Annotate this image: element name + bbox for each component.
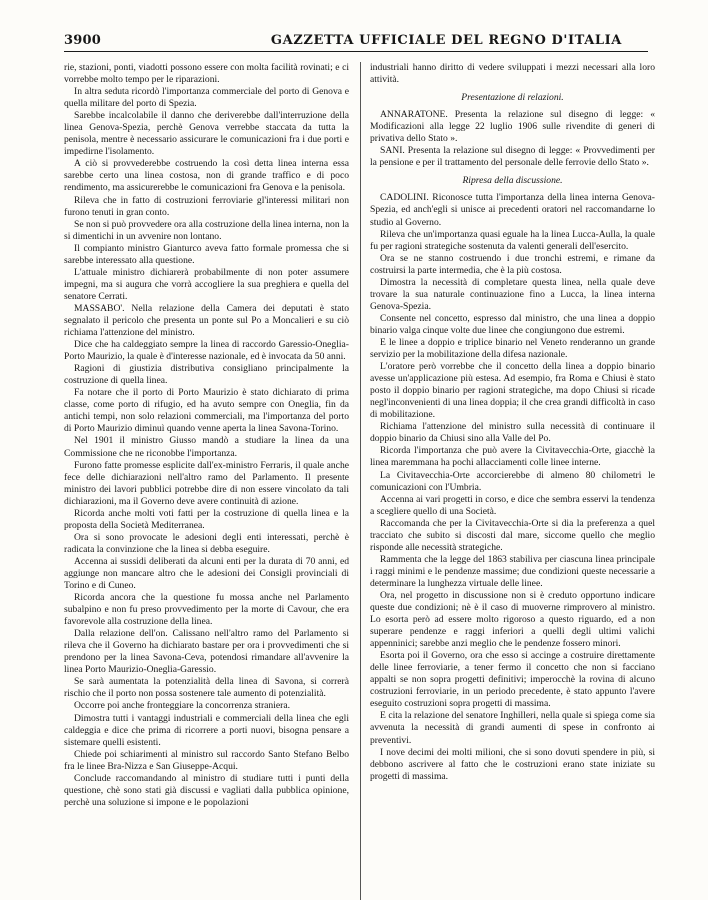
paragraph: Dice che ha caldeggiato sempre la linea di raccordo Garessio-Oneglia-Porto Maurizio, la quale è d'interesse nazionale, ed è invocata da 50 anni. <box>64 339 349 363</box>
paragraph: Ricorda ancora che la questione fu mossa anche nel Parlamento subalpino e non fu preso provvedimento per la morte di Cavour, che era favorevole alla costruzione della linea. <box>64 592 349 628</box>
paragraph: Rileva che in fatto di costruzioni ferroviarie gl'interessi militari non furono tenuti in gran conto. <box>64 194 349 218</box>
header-rule <box>64 51 648 52</box>
paragraph: Ragioni di giustizia distributiva consigliano principalmente la costruzione di quella linea. <box>64 363 349 387</box>
paragraph: L'attuale ministro dichiarerà probabilmente di non poter assumere impegni, ma si augura che vorrà accogliere la sua preghiera e quella del senatore Cerrati. <box>64 266 349 302</box>
paragraph: Ricorda anche molti voti fatti per la costruzione di quella linea e la proposta della Società Mediterranea. <box>64 507 349 531</box>
paragraph: industriali hanno diritto di vedere sviluppati i mezzi necessari alla loro attività. <box>370 62 655 86</box>
paragraph: Ora, nel progetto in discussione non si è creduto opportuno indicare queste due condizioni; nè è il caso di muoverne rimprovero al ministro. Lo esorta però ad essere molto rigoroso a questo riguardo, ed a non superare pendenze e raggi inferiori a quelli degli ultimi valichi appenninici; sarebbe anzi meglio che le pendenze fossero minori. <box>370 589 655 650</box>
right-column <box>370 62 655 900</box>
paragraph: Conclude raccomandando al ministro di studiare tutti i punti della questione, chè sono stati già discussi e vagliati dalla pubblica opinione, perchè una soluzione si impone e le popolazioni <box>64 772 349 808</box>
paragraph: Ora si sono provocate le adesioni degli enti interessati, perchè è radicata la convinzione che la linea si debba eseguire. <box>64 531 349 555</box>
paragraph: Dalla relazione dell'on. Calissano nell'altro ramo del Parlamento si rileva che il Governo ha dichiarato bastare per ora i provvedimenti che si prendono per la linea Savona-Ceva, potendosi rimandare all'avvenire la linea Porto Maurizio-Oneglia-Garessio. <box>64 628 349 676</box>
paragraph: Se non si può provvedere ora alla costruzione della linea interna, non la si dimentichi in un avvenire non lontano. <box>64 218 349 242</box>
paragraph: Dimostra tutti i vantaggi industriali e commerciali della linea che egli caldeggia e dice che prima di ricorrere a porti nuovi, bisogna pensare a sistemare quelli esistenti. <box>64 712 349 748</box>
page-header <box>64 30 652 48</box>
paragraph: Ora se ne stanno costruendo i due tronchi estremi, e rimane da costruirsi la parte intermedia, che è la più costosa. <box>370 252 655 276</box>
paragraph: CADOLINI. Riconosce tutta l'importanza della linea interna Genova-Spezia, ed anch'egli si unisce ai precedenti oratori nel raccomandarne lo studio al Governo. <box>370 192 655 228</box>
paragraph: A ciò si provvederebbe costruendo la così detta linea interna essa sarebbe certo una linea costosa, non di grande traffico e di poco rendimento, ma assicurerebbe le comunicazioni fra Genova e la penisola. <box>64 158 349 194</box>
paragraph: Il compianto ministro Gianturco aveva fatto formale promessa che si sarebbe interessato alla questione. <box>64 242 349 266</box>
paragraph: Ricorda l'importanza che può avere la Civitavecchia-Orte, giacchè la linea maremmana ha pochi allacciamenti colle linee interne. <box>370 445 655 469</box>
paragraph: Richiama l'attenzione del ministro sulla necessità di continuare il doppio binario da Chiusi sino alla Valle del Po. <box>370 421 655 445</box>
paragraph: Rammenta che la legge del 1863 stabiliva per ciascuna linea principale i raggi minimi e le pendenze massime; due condizioni queste necessarie a determinare la lunghezza virtuale delle linee. <box>370 553 655 589</box>
paragraph: Sarebbe incalcolabile il danno che deriverebbe dall'interruzione della linea Genova-Spezia, perchè Genova verrebbe staccata da tutta la penisola, mentre è necessario assicurare le comunicazioni fra i due porti e impedirne l'isolamento. <box>64 110 349 158</box>
paragraph: Chiede poi schiarimenti al ministro sul raccordo Santo Stefano Belbo fra le linee Bra-Nizza e San Giuseppe-Acqui. <box>64 748 349 772</box>
paragraph: Fa notare che il porto di Porto Maurizio è stato dichiarato di prima classe, come porto di rifugio, ed ha avuto sempre con Oneglia, fin da antichi tempi, non solo relazioni commerciali, ma l'importanza del porto di Porto Maurizio diminuì quando venne aperta la linea Savona-Torino. <box>64 387 349 435</box>
paragraph: In altra seduta ricordò l'importanza commerciale del porto di Genova e quella militare del porto di Spezia. <box>64 86 349 110</box>
left-column <box>64 62 349 900</box>
paragraph: I nove decimi dei molti milioni, che si sono dovuti spendere in più, si debbono ascrivere al fatto che le costruzioni erano state iniziate su progetti di massima. <box>370 746 655 782</box>
paragraph: Dimostra la necessità di completare questa linea, nella quale deve trovare la sua naturale continuazione fino a Lucca, la linea interna Genova-Spezia. <box>370 276 655 312</box>
paragraph: Rileva che un'importanza quasi eguale ha la linea Lucca-Aulla, la quale fu per ragioni strategiche sostenuta da valenti generali dell'esercito. <box>370 228 655 252</box>
section-heading-discussion: Ripresa della discussione. <box>462 175 563 187</box>
paragraph: Nel 1901 il ministro Giusso mandò a studiare la linea da una Commissione che ne riconobbe l'importanza. <box>64 435 349 459</box>
paragraph: Furono fatte promesse esplicite dall'ex-ministro Ferraris, il quale anche fece delle dichiarazioni nell'altro ramo del Parlamento. Il presente ministro dei lavori pubblici potrebbe dire di non essere vincolato da tali dichiarazioni, ma il Governo deve avere continuità di azione. <box>64 459 349 507</box>
section-heading-reports: Presentazione di relazioni. <box>461 92 564 104</box>
paragraph: E le linee a doppio e triplice binario nel Veneto renderanno un grande servizio per la mobilitazione della difesa nazionale. <box>370 336 655 361</box>
paragraph: SANI. Presenta la relazione sul disegno di legge: « Provvedimenti per la pensione e per il trattamento del personale delle ferrovie dello Stato ». <box>370 145 655 169</box>
paragraph: E cita la relazione del senatore Inghilleri, nella quale si spiega come sia avvenuta la necessità di grandi aumenti di spese in confronto ai preventivi. <box>370 710 655 746</box>
column-separator <box>360 62 361 900</box>
paragraph: Raccomanda che per la Civitavecchia-Orte si dia la preferenza a quel tracciato che subito si discosti dal mare, siccome quello che meglio risponde alle necessità strategiche. <box>370 517 655 553</box>
paragraph: La Civitavecchia-Orte accorcierebbe di almeno 80 chilometri le comunicazioni con l'Umbria. <box>370 469 655 493</box>
paragraph: Consente nel concetto, espresso dal ministro, che una linea a doppio binario valga cinque volte due linee che congiungono due estremi. <box>370 312 655 336</box>
newspaper-title: GAZZETTA UFFICIALE DEL REGNO D'ITALIA <box>270 33 622 48</box>
paragraph: Accenna ai sussidi deliberati da alcuni enti per la durata di 70 anni, ed aggiunge non mancare altro che le adesioni dei Consigli provinciali di Torino e di Cuneo. <box>64 555 349 592</box>
paragraph: Esorta poi il Governo, ora che esso si accinge a costruire direttamente delle linee ferroviarie, a tener fermo il concetto che non si facciano appalti se non sopra progetti definitivi; imperocchè la rovina di alcuno costruzioni ferroviarie, in un periodo precedente, è stato appunto l'avere eseguito costruzioni sopra progetti di massima. <box>370 650 655 710</box>
paragraph: Se sarà aumentata la potenzialità della linea di Savona, si correrà rischio che il porto non possa sostenere tale aumento di potenzialità. <box>64 676 349 700</box>
paragraph: ANNARATONE. Presenta la relazione sul disegno di legge: « Modificazioni alla legge 22 luglio 1906 sulle rivendite di generi di privativa dello Stato ». <box>370 109 655 145</box>
paragraph: Accenna ai vari progetti in corso, e dice che sembra esservi la tendenza a scegliere quello di una Società. <box>370 493 655 517</box>
paragraph: rie, stazioni, ponti, viadotti possono essere con molta facilità rovinati; e ci vorrebbe molto tempo per le riparazioni. <box>64 62 349 86</box>
page-number: 3900 <box>64 33 101 48</box>
paragraph: L'oratore però vorrebbe che il concetto della linea a doppio binario avesse un'applicazione più estesa. Ad esempio, fra Roma e Chiusi è stato posto il doppio binario per ragioni strategiche, ma dopo Chiusi si ricade negl'inconvenienti di una linea doppia; il che crea grandi difficoltà in caso di mobilitazione. <box>370 361 655 421</box>
paragraph: MASSABO'. Nella relazione della Camera dei deputati è stato segnalato il pericolo che presenta un ponte sul Po a Moncalieri e su ciò richiama l'attenzione del ministro. <box>64 302 349 339</box>
paragraph: Occorre poi anche fronteggiare la concorrenza straniera. <box>74 700 290 712</box>
